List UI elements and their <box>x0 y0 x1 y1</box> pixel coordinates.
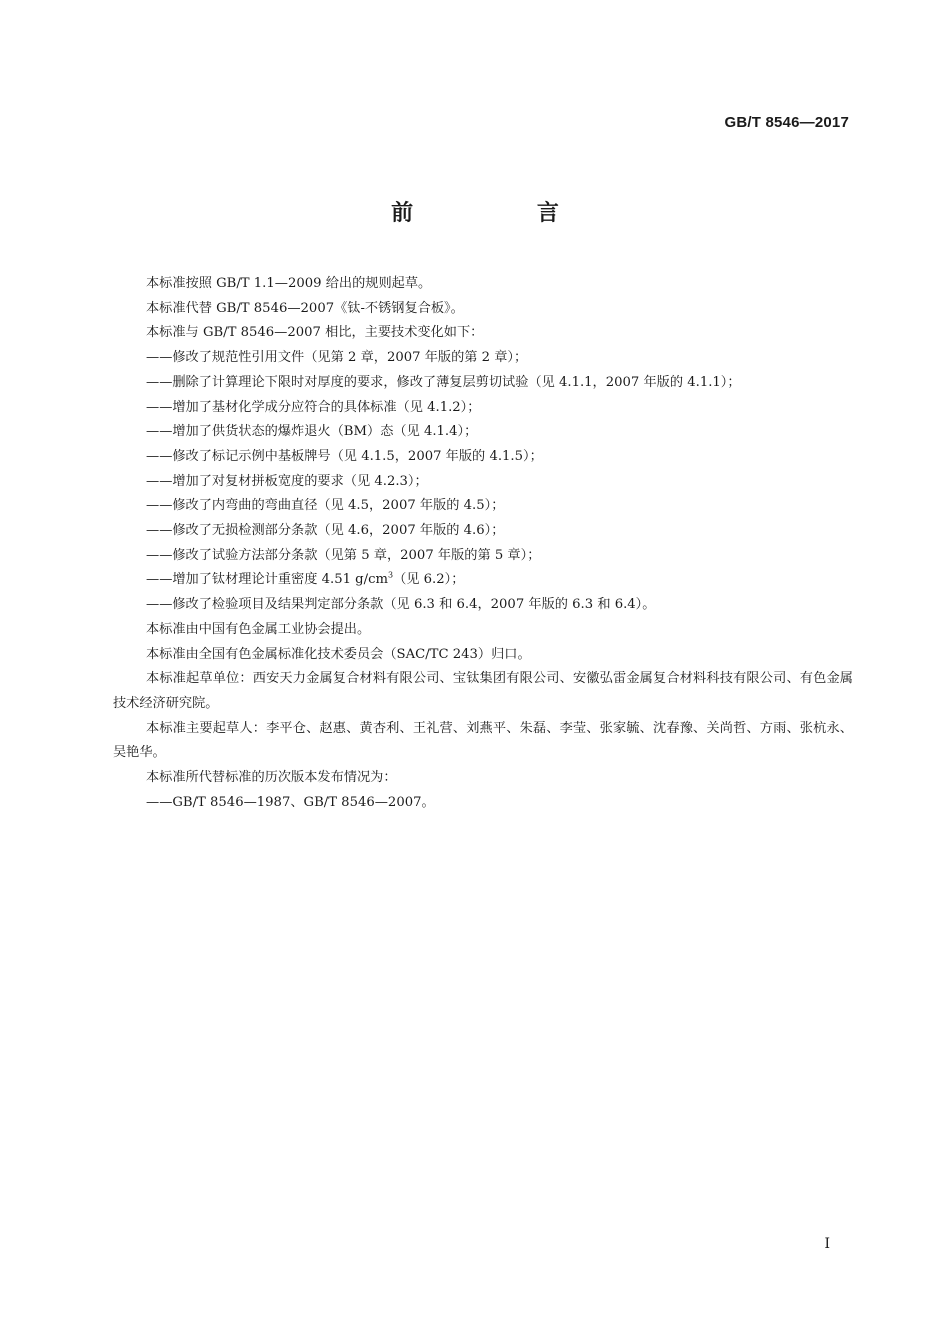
document-code: GB/T 8546—2017 <box>724 114 849 131</box>
page-title: 前 言 <box>391 201 617 226</box>
change-item: ——修改了检验项目及结果判定部分条款（见 6.3 和 6.4，2007 年版的 6.3 和 6.4）。 <box>146 597 656 613</box>
paragraph-drafting-units: 本标准起草单位：西安天力金属复合材料有限公司、宝钛集团有限公司、安徽弘雷金属复合材料科技有限公司、有色金属技术经济研究院。 <box>113 671 853 711</box>
change-item: ——修改了试验方法部分条款（见第 5 章，2007 年版的第 5 章）； <box>146 547 541 563</box>
change-item: ——修改了规范性引用文件（见第 2 章，2007 年版的第 2 章）； <box>146 350 528 366</box>
paragraph-history-list: ——GB/T 8546—1987、GB/T 8546—2007。 <box>146 794 435 810</box>
foreword-body <box>113 272 853 815</box>
paragraph-changes-intro: 本标准与 GB/T 8546—2007 相比，主要技术变化如下： <box>146 325 484 341</box>
change-item: ——增加了供货状态的爆炸退火（BM）态（见 4.1.4）； <box>146 424 478 440</box>
paragraph-drafting-rules: 本标准按照 GB/T 1.1—2009 给出的规则起草。 <box>146 276 432 291</box>
paragraph-proposed-by: 本标准由中国有色金属工业协会提出。 <box>146 621 371 637</box>
page-number: I <box>824 1236 830 1252</box>
change-item: ——修改了标记示例中基板牌号（见 4.1.5，2007 年版的 4.1.5）； <box>146 448 543 464</box>
paragraph-replaces: 本标准代替 GB/T 8546—2007《钛-不锈钢复合板》。 <box>146 300 464 316</box>
density-superscript: 3 <box>387 571 394 581</box>
change-item: ——删除了计算理论下限时对厚度的要求，修改了薄复层剪切试验（见 4.1.1，2007 年版的 4.1.1）； <box>146 374 741 390</box>
change-item-density <box>113 568 853 593</box>
paragraph-history-intro: 本标准所代替标准的历次版本发布情况为： <box>146 770 397 786</box>
change-item: ——增加了基材化学成分应符合的具体标准（见 4.1.2）； <box>146 399 481 415</box>
density-ref: （见 6.2）； <box>393 572 465 588</box>
change-item: ——修改了内弯曲的弯曲直径（见 4.5，2007 年版的 4.5）； <box>146 498 505 514</box>
density-text: ——增加了钛材理论计重密度 4.51 g/cm <box>146 572 388 588</box>
change-item: ——增加了对复材拼板宽度的要求（见 4.2.3）； <box>146 473 428 489</box>
paragraph-administered-by: 本标准由全国有色金属标准化技术委员会（SAC/TC 243）归口。 <box>146 646 531 662</box>
paragraph-drafters: 本标准主要起草人：李平仓、赵惠、黄杏利、王礼营、刘燕平、朱磊、李莹、张家毓、沈春豫、关尚哲、方雨、张杭永、吴艳华。 <box>113 720 853 761</box>
change-item: ——修改了无损检测部分条款（见 4.6，2007 年版的 4.6）； <box>146 523 505 539</box>
